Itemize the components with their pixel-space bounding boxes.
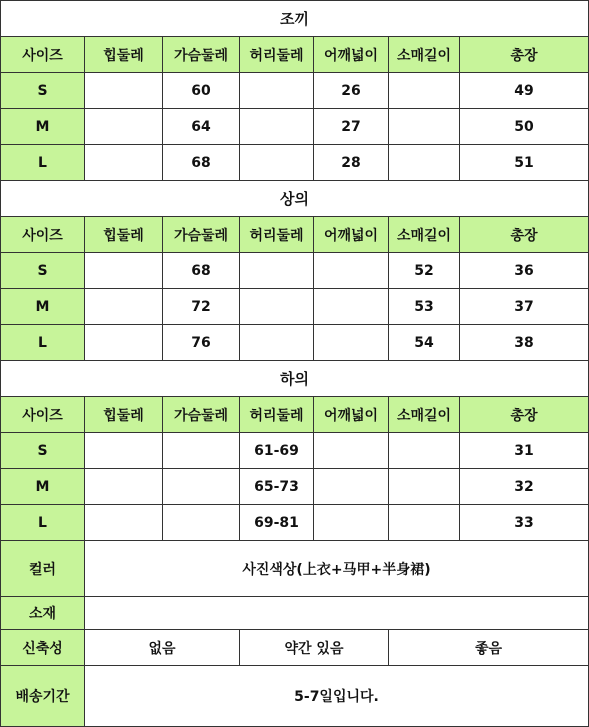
table-row — [1, 469, 589, 505]
measurement-cell — [240, 73, 314, 109]
measurement-cell — [163, 433, 240, 469]
column-header: 어깨넓이 — [314, 37, 389, 73]
measurement-cell — [314, 289, 389, 325]
measurement-cell: 54 — [389, 325, 460, 361]
size-label: L — [1, 505, 85, 541]
table-row — [1, 289, 589, 325]
table-row — [1, 325, 589, 361]
column-header: 사이즈 — [1, 217, 85, 253]
color-label: 컬러 — [1, 541, 85, 597]
measurement-cell: 64 — [163, 109, 240, 145]
stretch-option-some: 약간 있음 — [240, 630, 389, 666]
measurement-cell: 37 — [460, 289, 589, 325]
measurement-cell — [85, 145, 163, 181]
size-label: S — [1, 253, 85, 289]
section-title-row — [1, 361, 589, 397]
section-title-row — [1, 181, 589, 217]
section-title-row — [1, 1, 589, 37]
measurement-cell: 72 — [163, 289, 240, 325]
measurement-cell — [389, 73, 460, 109]
measurement-cell: 60 — [163, 73, 240, 109]
measurement-cell — [85, 73, 163, 109]
measurement-cell: 68 — [163, 145, 240, 181]
table-row — [1, 73, 589, 109]
column-header: 어깨넓이 — [314, 217, 389, 253]
measurement-cell — [163, 469, 240, 505]
column-header: 허리둘레 — [240, 37, 314, 73]
measurement-cell — [389, 433, 460, 469]
measurement-cell: 61-69 — [240, 433, 314, 469]
measurement-cell: 38 — [460, 325, 589, 361]
measurement-cell — [85, 253, 163, 289]
column-header: 힙둘레 — [85, 217, 163, 253]
section-title: 조끼 — [1, 1, 589, 37]
measurement-cell: 33 — [460, 505, 589, 541]
size-label: S — [1, 433, 85, 469]
measurement-cell: 76 — [163, 325, 240, 361]
column-header: 힙둘레 — [85, 397, 163, 433]
measurement-cell: 27 — [314, 109, 389, 145]
column-header: 총장 — [460, 37, 589, 73]
measurement-cell — [240, 289, 314, 325]
table-row — [1, 505, 589, 541]
column-header: 사이즈 — [1, 37, 85, 73]
measurement-cell — [314, 505, 389, 541]
size-label: M — [1, 469, 85, 505]
measurement-cell — [85, 325, 163, 361]
measurement-cell: 50 — [460, 109, 589, 145]
column-header: 소매길이 — [389, 37, 460, 73]
column-header: 사이즈 — [1, 397, 85, 433]
column-header: 총장 — [460, 217, 589, 253]
measurement-cell: 32 — [460, 469, 589, 505]
stretch-label: 신축성 — [1, 630, 85, 666]
stretch-row — [1, 630, 589, 666]
measurement-cell — [240, 145, 314, 181]
measurement-cell — [240, 325, 314, 361]
column-header: 가슴둘레 — [163, 397, 240, 433]
measurement-cell: 51 — [460, 145, 589, 181]
column-header: 총장 — [460, 397, 589, 433]
shipping-row — [1, 666, 589, 727]
measurement-cell: 69-81 — [240, 505, 314, 541]
measurement-cell: 49 — [460, 73, 589, 109]
shipping-label: 배송기간 — [1, 666, 85, 727]
table-row — [1, 253, 589, 289]
stretch-option-good: 좋음 — [389, 630, 589, 666]
measurement-cell — [389, 505, 460, 541]
measurement-cell — [163, 505, 240, 541]
color-row — [1, 541, 589, 597]
color-value: 사진색상(上衣+马甲+半身裙) — [85, 541, 589, 597]
column-header: 어깨넓이 — [314, 397, 389, 433]
measurement-cell — [240, 253, 314, 289]
section-title: 상의 — [1, 181, 589, 217]
measurement-cell — [389, 109, 460, 145]
size-label: L — [1, 325, 85, 361]
column-header: 소매길이 — [389, 217, 460, 253]
size-label: S — [1, 73, 85, 109]
column-header: 가슴둘레 — [163, 217, 240, 253]
material-row — [1, 597, 589, 630]
measurement-cell: 28 — [314, 145, 389, 181]
material-value — [85, 597, 589, 630]
shipping-value: 5-7일입니다. — [85, 666, 589, 727]
column-header: 소매길이 — [389, 397, 460, 433]
measurement-cell: 68 — [163, 253, 240, 289]
measurement-cell — [314, 253, 389, 289]
material-label: 소재 — [1, 597, 85, 630]
measurement-cell — [389, 145, 460, 181]
measurement-cell — [85, 109, 163, 145]
measurement-cell — [314, 433, 389, 469]
measurement-cell — [85, 469, 163, 505]
column-header: 허리둘레 — [240, 397, 314, 433]
size-label: L — [1, 145, 85, 181]
measurement-cell: 65-73 — [240, 469, 314, 505]
measurement-cell: 52 — [389, 253, 460, 289]
measurement-cell — [314, 469, 389, 505]
table-row — [1, 433, 589, 469]
column-header: 가슴둘레 — [163, 37, 240, 73]
measurement-cell — [85, 433, 163, 469]
size-label: M — [1, 109, 85, 145]
measurement-cell — [314, 325, 389, 361]
column-header: 힙둘레 — [85, 37, 163, 73]
table-row — [1, 109, 589, 145]
section-title: 하의 — [1, 361, 589, 397]
measurement-cell — [389, 469, 460, 505]
measurement-cell — [85, 505, 163, 541]
size-label: M — [1, 289, 85, 325]
stretch-option-none: 없음 — [85, 630, 240, 666]
measurement-cell — [240, 109, 314, 145]
column-header-row — [1, 217, 589, 253]
measurement-cell: 26 — [314, 73, 389, 109]
measurement-cell: 53 — [389, 289, 460, 325]
column-header-row — [1, 397, 589, 433]
column-header: 허리둘레 — [240, 217, 314, 253]
measurement-cell: 36 — [460, 253, 589, 289]
measurement-cell: 31 — [460, 433, 589, 469]
measurement-cell — [85, 289, 163, 325]
column-header-row — [1, 37, 589, 73]
table-row — [1, 145, 589, 181]
